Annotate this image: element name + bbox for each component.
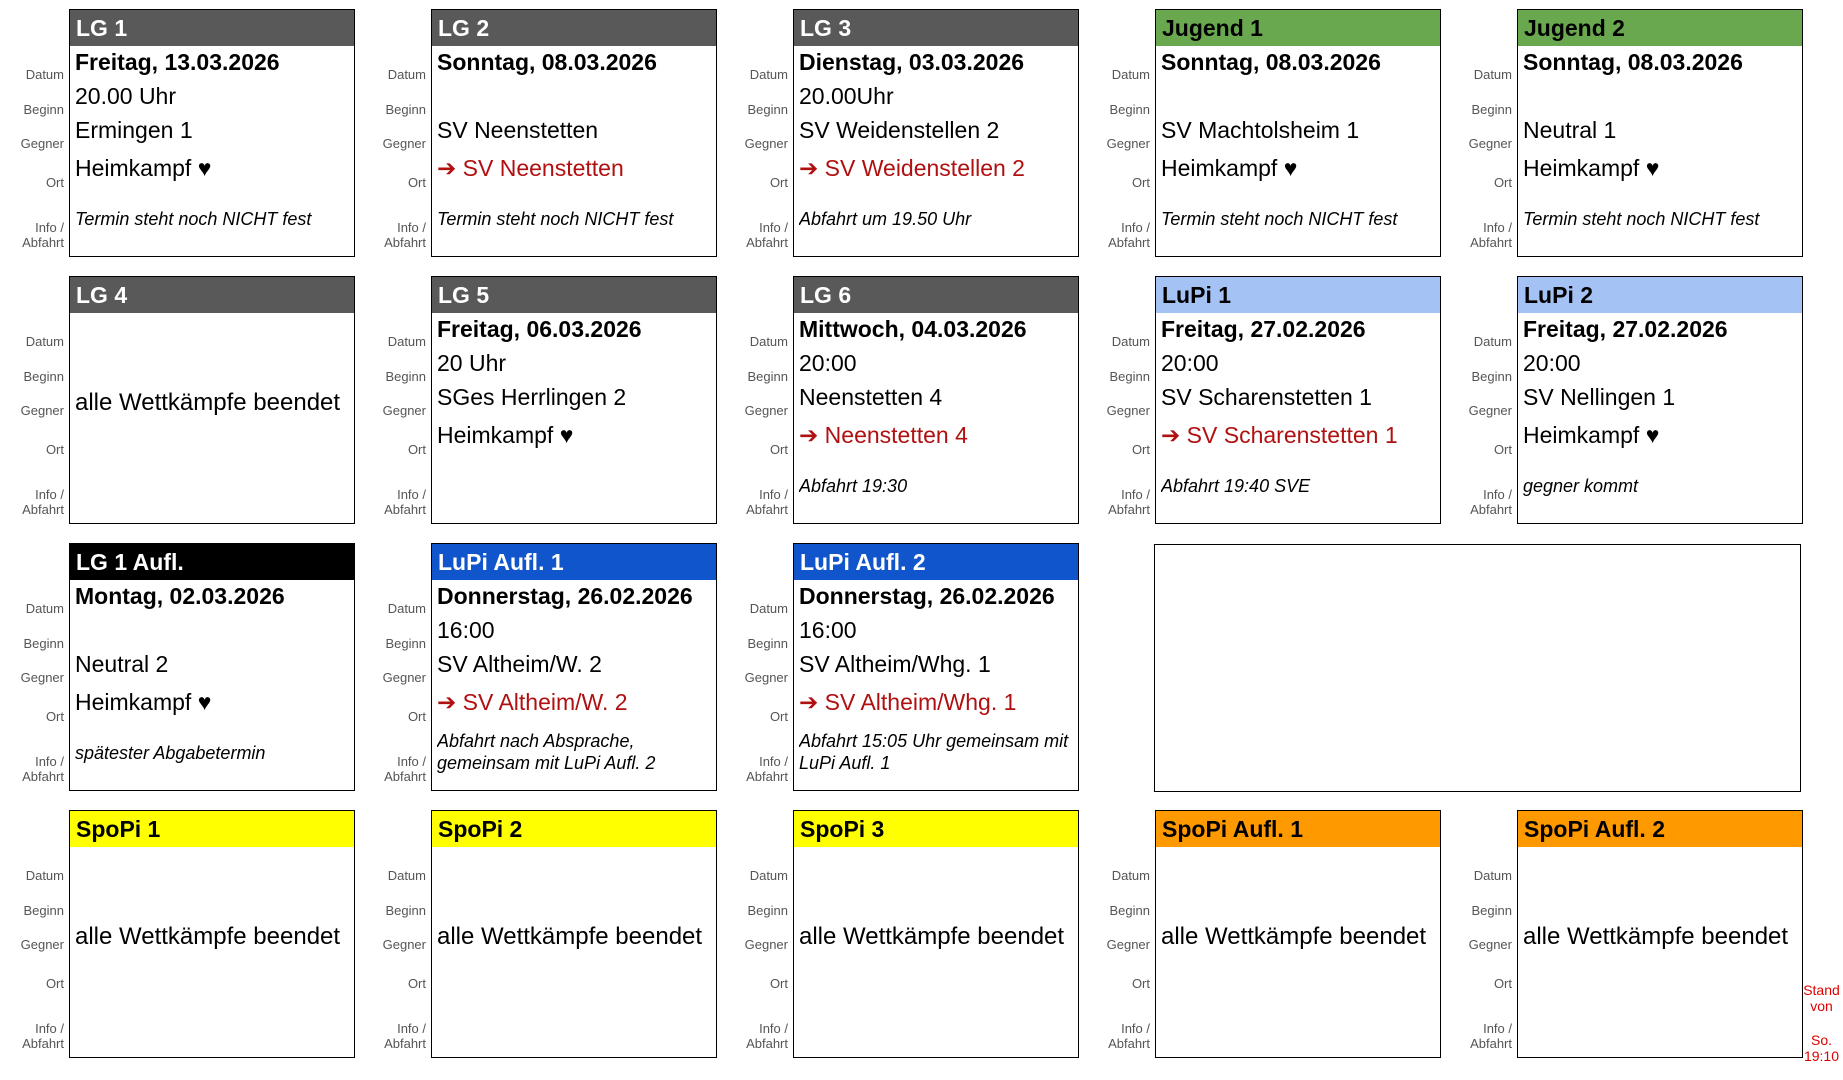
match-date: Freitag, 06.03.2026 bbox=[437, 316, 642, 342]
venue: ➔ SV Altheim/Whg. 1 bbox=[799, 689, 1017, 715]
team-card bbox=[0, 534, 353, 784]
label-info: Info / bbox=[397, 754, 426, 769]
team-details bbox=[1517, 847, 1803, 1058]
label-abfahrt: Abfahrt bbox=[22, 769, 64, 784]
info-text: Abfahrt 19:30 bbox=[799, 476, 908, 496]
label-beginn: Beginn bbox=[1109, 369, 1150, 384]
label-info: Info / bbox=[35, 1021, 64, 1036]
label-info: Info / bbox=[759, 754, 788, 769]
opponent: SV Neenstetten bbox=[437, 117, 599, 143]
label-gegner: Gegner bbox=[1106, 403, 1150, 418]
team-name: SpoPi Aufl. 2 bbox=[1517, 810, 1803, 848]
label-info: Info / bbox=[1121, 487, 1150, 502]
match-date: Sonntag, 08.03.2026 bbox=[1161, 49, 1381, 75]
opponent: Neenstetten 4 bbox=[799, 384, 943, 410]
match-date: Dienstag, 03.03.2026 bbox=[799, 49, 1025, 75]
info-text: Abfahrt nach Absprache, gemeinsam mit LuPi Aufl. 2 bbox=[437, 731, 656, 773]
label-datum: Datum bbox=[1473, 67, 1512, 82]
label-gegner: Gegner bbox=[20, 937, 64, 952]
opponent: SV Machtolsheim 1 bbox=[1161, 117, 1360, 143]
label-info: Info / bbox=[35, 487, 64, 502]
team-name: LG 3 bbox=[793, 9, 1079, 47]
label-info: Info / bbox=[1121, 1021, 1150, 1036]
team-card bbox=[1448, 801, 1801, 1051]
label-gegner: Gegner bbox=[20, 670, 64, 685]
match-start: 20:00 bbox=[1161, 350, 1219, 376]
label-ort: Ort bbox=[769, 175, 788, 190]
label-datum: Datum bbox=[25, 601, 64, 616]
label-datum: Datum bbox=[1111, 334, 1150, 349]
label-datum: Datum bbox=[749, 868, 788, 883]
label-abfahrt: Abfahrt bbox=[746, 502, 788, 517]
team-name: SpoPi Aufl. 1 bbox=[1155, 810, 1441, 848]
label-datum: Datum bbox=[1473, 334, 1512, 349]
label-beginn: Beginn bbox=[747, 102, 788, 117]
match-date: Freitag, 27.02.2026 bbox=[1523, 316, 1728, 342]
opponent: SGes Herrlingen 2 bbox=[437, 384, 627, 410]
label-beginn: Beginn bbox=[385, 903, 426, 918]
venue: Heimkampf ♥ bbox=[1523, 422, 1660, 448]
team-name: LG 5 bbox=[431, 276, 717, 314]
match-start: 20 Uhr bbox=[437, 350, 507, 376]
status-text: alle Wettkämpfe beendet bbox=[75, 389, 341, 416]
stand-line1: Stand bbox=[1803, 982, 1840, 998]
venue: ➔ SV Scharenstetten 1 bbox=[1161, 422, 1398, 448]
label-gegner: Gegner bbox=[744, 670, 788, 685]
label-abfahrt: Abfahrt bbox=[1108, 235, 1150, 250]
label-abfahrt: Abfahrt bbox=[746, 769, 788, 784]
venue: Heimkampf ♥ bbox=[1161, 155, 1298, 181]
status-text: alle Wettkämpfe beendet bbox=[75, 923, 341, 950]
match-start: 16:00 bbox=[799, 617, 857, 643]
label-gegner: Gegner bbox=[1468, 937, 1512, 952]
status-text: alle Wettkämpfe beendet bbox=[799, 923, 1065, 950]
label-gegner: Gegner bbox=[1468, 136, 1512, 151]
label-info: Info / bbox=[759, 1021, 788, 1036]
label-ort: Ort bbox=[1131, 976, 1150, 991]
info-text: spätester Abgabetermin bbox=[75, 743, 266, 763]
label-gegner: Gegner bbox=[382, 670, 426, 685]
label-abfahrt: Abfahrt bbox=[384, 502, 426, 517]
team-name: LG 6 bbox=[793, 276, 1079, 314]
label-datum: Datum bbox=[387, 334, 426, 349]
label-abfahrt: Abfahrt bbox=[1470, 502, 1512, 517]
venue: Heimkampf ♥ bbox=[1523, 155, 1660, 181]
team-name: LuPi 2 bbox=[1517, 276, 1803, 314]
venue: ➔ SV Altheim/W. 2 bbox=[437, 689, 628, 715]
label-ort: Ort bbox=[407, 709, 426, 724]
label-gegner: Gegner bbox=[382, 136, 426, 151]
label-gegner: Gegner bbox=[1106, 937, 1150, 952]
label-ort: Ort bbox=[1493, 976, 1512, 991]
empty-card bbox=[1154, 544, 1801, 792]
match-date: Mittwoch, 04.03.2026 bbox=[799, 316, 1027, 342]
label-gegner: Gegner bbox=[744, 937, 788, 952]
opponent: SV Scharenstetten 1 bbox=[1161, 384, 1372, 410]
label-abfahrt: Abfahrt bbox=[22, 235, 64, 250]
label-beginn: Beginn bbox=[747, 369, 788, 384]
stand-line4: 19:10 bbox=[1803, 1048, 1840, 1064]
label-gegner: Gegner bbox=[744, 136, 788, 151]
label-gegner: Gegner bbox=[1468, 403, 1512, 418]
match-start: 16:00 bbox=[437, 617, 495, 643]
label-datum: Datum bbox=[387, 67, 426, 82]
label-abfahrt: Abfahrt bbox=[384, 769, 426, 784]
opponent: SV Altheim/W. 2 bbox=[437, 651, 602, 677]
label-info: Info / bbox=[759, 220, 788, 235]
team-card bbox=[1448, 267, 1801, 517]
label-beginn: Beginn bbox=[1471, 903, 1512, 918]
label-abfahrt: Abfahrt bbox=[746, 235, 788, 250]
label-datum: Datum bbox=[387, 601, 426, 616]
team-details bbox=[69, 847, 355, 1058]
match-start: 20.00 Uhr bbox=[75, 83, 177, 109]
match-start: 20:00 bbox=[799, 350, 857, 376]
label-abfahrt: Abfahrt bbox=[1108, 502, 1150, 517]
team-name: LG 4 bbox=[69, 276, 355, 314]
match-date: Sonntag, 08.03.2026 bbox=[1523, 49, 1743, 75]
team-card bbox=[724, 801, 1077, 1051]
opponent: SV Weidenstellen 2 bbox=[799, 117, 1000, 143]
team-card bbox=[724, 534, 1077, 784]
label-beginn: Beginn bbox=[23, 636, 64, 651]
opponent: Neutral 1 bbox=[1523, 117, 1617, 143]
label-beginn: Beginn bbox=[23, 903, 64, 918]
stand-line2: von bbox=[1810, 998, 1833, 1014]
info-text: Termin steht noch NICHT fest bbox=[437, 209, 674, 229]
label-ort: Ort bbox=[407, 976, 426, 991]
label-gegner: Gegner bbox=[20, 136, 64, 151]
team-details bbox=[69, 313, 355, 524]
venue: ➔ SV Neenstetten bbox=[437, 155, 624, 181]
status-text: alle Wettkämpfe beendet bbox=[437, 923, 703, 950]
label-datum: Datum bbox=[1473, 868, 1512, 883]
opponent: SV Altheim/Whg. 1 bbox=[799, 651, 991, 677]
match-start: 20.00Uhr bbox=[799, 83, 894, 109]
team-name: Jugend 1 bbox=[1155, 9, 1441, 47]
label-ort: Ort bbox=[1131, 175, 1150, 190]
label-abfahrt: Abfahrt bbox=[22, 1036, 64, 1051]
label-datum: Datum bbox=[749, 67, 788, 82]
label-beginn: Beginn bbox=[385, 636, 426, 651]
label-info: Info / bbox=[35, 220, 64, 235]
team-details bbox=[1155, 847, 1441, 1058]
label-info: Info / bbox=[1483, 220, 1512, 235]
match-date: Freitag, 13.03.2026 bbox=[75, 49, 280, 75]
team-name: LG 1 bbox=[69, 9, 355, 47]
label-ort: Ort bbox=[1131, 442, 1150, 457]
label-gegner: Gegner bbox=[382, 937, 426, 952]
opponent: SV Nellingen 1 bbox=[1523, 384, 1676, 410]
label-ort: Ort bbox=[769, 976, 788, 991]
venue: Heimkampf ♥ bbox=[75, 689, 212, 715]
team-card bbox=[362, 534, 715, 784]
status-text: alle Wettkämpfe beendet bbox=[1523, 923, 1789, 950]
label-info: Info / bbox=[759, 487, 788, 502]
match-start: 20:00 bbox=[1523, 350, 1581, 376]
team-name: LG 2 bbox=[431, 9, 717, 47]
team-name: LuPi 1 bbox=[1155, 276, 1441, 314]
label-ort: Ort bbox=[1493, 442, 1512, 457]
label-info: Info / bbox=[35, 754, 64, 769]
label-ort: Ort bbox=[407, 175, 426, 190]
team-card bbox=[0, 0, 353, 250]
label-abfahrt: Abfahrt bbox=[1470, 1036, 1512, 1051]
team-card bbox=[1086, 0, 1439, 250]
label-ort: Ort bbox=[45, 442, 64, 457]
label-beginn: Beginn bbox=[385, 102, 426, 117]
team-name: LuPi Aufl. 1 bbox=[431, 543, 717, 581]
team-card bbox=[362, 267, 715, 517]
label-beginn: Beginn bbox=[1109, 102, 1150, 117]
label-ort: Ort bbox=[45, 709, 64, 724]
team-card bbox=[724, 267, 1077, 517]
match-date: Freitag, 27.02.2026 bbox=[1161, 316, 1366, 342]
label-beginn: Beginn bbox=[747, 636, 788, 651]
label-datum: Datum bbox=[1111, 868, 1150, 883]
team-card bbox=[1086, 801, 1439, 1051]
label-info: Info / bbox=[397, 487, 426, 502]
label-datum: Datum bbox=[25, 868, 64, 883]
stand-line3: So. bbox=[1810, 1032, 1832, 1048]
label-abfahrt: Abfahrt bbox=[1470, 235, 1512, 250]
team-card bbox=[362, 801, 715, 1051]
label-datum: Datum bbox=[749, 334, 788, 349]
label-datum: Datum bbox=[387, 868, 426, 883]
label-beginn: Beginn bbox=[23, 369, 64, 384]
team-details bbox=[793, 847, 1079, 1058]
status-text: alle Wettkämpfe beendet bbox=[1161, 923, 1427, 950]
label-abfahrt: Abfahrt bbox=[746, 1036, 788, 1051]
label-info: Info / bbox=[397, 220, 426, 235]
label-beginn: Beginn bbox=[385, 369, 426, 384]
label-abfahrt: Abfahrt bbox=[384, 1036, 426, 1051]
label-ort: Ort bbox=[45, 175, 64, 190]
label-beginn: Beginn bbox=[23, 102, 64, 117]
team-name: Jugend 2 bbox=[1517, 9, 1803, 47]
label-gegner: Gegner bbox=[20, 403, 64, 418]
label-info: Info / bbox=[1483, 487, 1512, 502]
team-card bbox=[0, 267, 353, 517]
info-text: Abfahrt 19:40 SVE bbox=[1161, 476, 1311, 496]
info-text: Abfahrt um 19.50 Uhr bbox=[799, 209, 972, 229]
label-datum: Datum bbox=[749, 601, 788, 616]
team-name: SpoPi 3 bbox=[793, 810, 1079, 848]
label-abfahrt: Abfahrt bbox=[22, 502, 64, 517]
info-text: Abfahrt 15:05 Uhr gemeinsam mit LuPi Aufl. 1 bbox=[799, 731, 1069, 773]
label-info: Info / bbox=[397, 1021, 426, 1036]
label-gegner: Gegner bbox=[744, 403, 788, 418]
label-beginn: Beginn bbox=[1471, 102, 1512, 117]
team-card bbox=[0, 801, 353, 1051]
label-info: Info / bbox=[1121, 220, 1150, 235]
info-text: Termin steht noch NICHT fest bbox=[1161, 209, 1398, 229]
team-card bbox=[1448, 0, 1801, 250]
match-date: Donnerstag, 26.02.2026 bbox=[799, 583, 1055, 609]
label-datum: Datum bbox=[25, 67, 64, 82]
team-card bbox=[1086, 267, 1439, 517]
opponent: Ermingen 1 bbox=[75, 117, 193, 143]
label-beginn: Beginn bbox=[1471, 369, 1512, 384]
venue: Heimkampf ♥ bbox=[75, 155, 212, 181]
venue: ➔ Neenstetten 4 bbox=[799, 422, 968, 448]
team-details bbox=[431, 313, 717, 524]
info-text: Termin steht noch NICHT fest bbox=[1523, 209, 1760, 229]
info-text: gegner kommt bbox=[1523, 476, 1639, 496]
label-gegner: Gegner bbox=[382, 403, 426, 418]
venue: Heimkampf ♥ bbox=[437, 422, 574, 448]
label-ort: Ort bbox=[45, 976, 64, 991]
label-abfahrt: Abfahrt bbox=[1108, 1036, 1150, 1051]
info-text: Termin steht noch NICHT fest bbox=[75, 209, 312, 229]
label-info: Info / bbox=[1483, 1021, 1512, 1036]
team-card bbox=[362, 0, 715, 250]
label-abfahrt: Abfahrt bbox=[384, 235, 426, 250]
label-beginn: Beginn bbox=[1109, 903, 1150, 918]
match-date: Donnerstag, 26.02.2026 bbox=[437, 583, 693, 609]
match-date: Montag, 02.03.2026 bbox=[75, 583, 285, 609]
team-name: LG 1 Aufl. bbox=[69, 543, 355, 581]
team-name: SpoPi 1 bbox=[69, 810, 355, 848]
label-datum: Datum bbox=[25, 334, 64, 349]
match-date: Sonntag, 08.03.2026 bbox=[437, 49, 657, 75]
label-beginn: Beginn bbox=[747, 903, 788, 918]
label-ort: Ort bbox=[1493, 175, 1512, 190]
label-ort: Ort bbox=[769, 709, 788, 724]
label-ort: Ort bbox=[407, 442, 426, 457]
label-gegner: Gegner bbox=[1106, 136, 1150, 151]
label-ort: Ort bbox=[769, 442, 788, 457]
team-name: LuPi Aufl. 2 bbox=[793, 543, 1079, 581]
opponent: Neutral 2 bbox=[75, 651, 169, 677]
venue: ➔ SV Weidenstellen 2 bbox=[799, 155, 1025, 181]
label-datum: Datum bbox=[1111, 67, 1150, 82]
team-details bbox=[431, 847, 717, 1058]
team-name: SpoPi 2 bbox=[431, 810, 717, 848]
team-card bbox=[724, 0, 1077, 250]
